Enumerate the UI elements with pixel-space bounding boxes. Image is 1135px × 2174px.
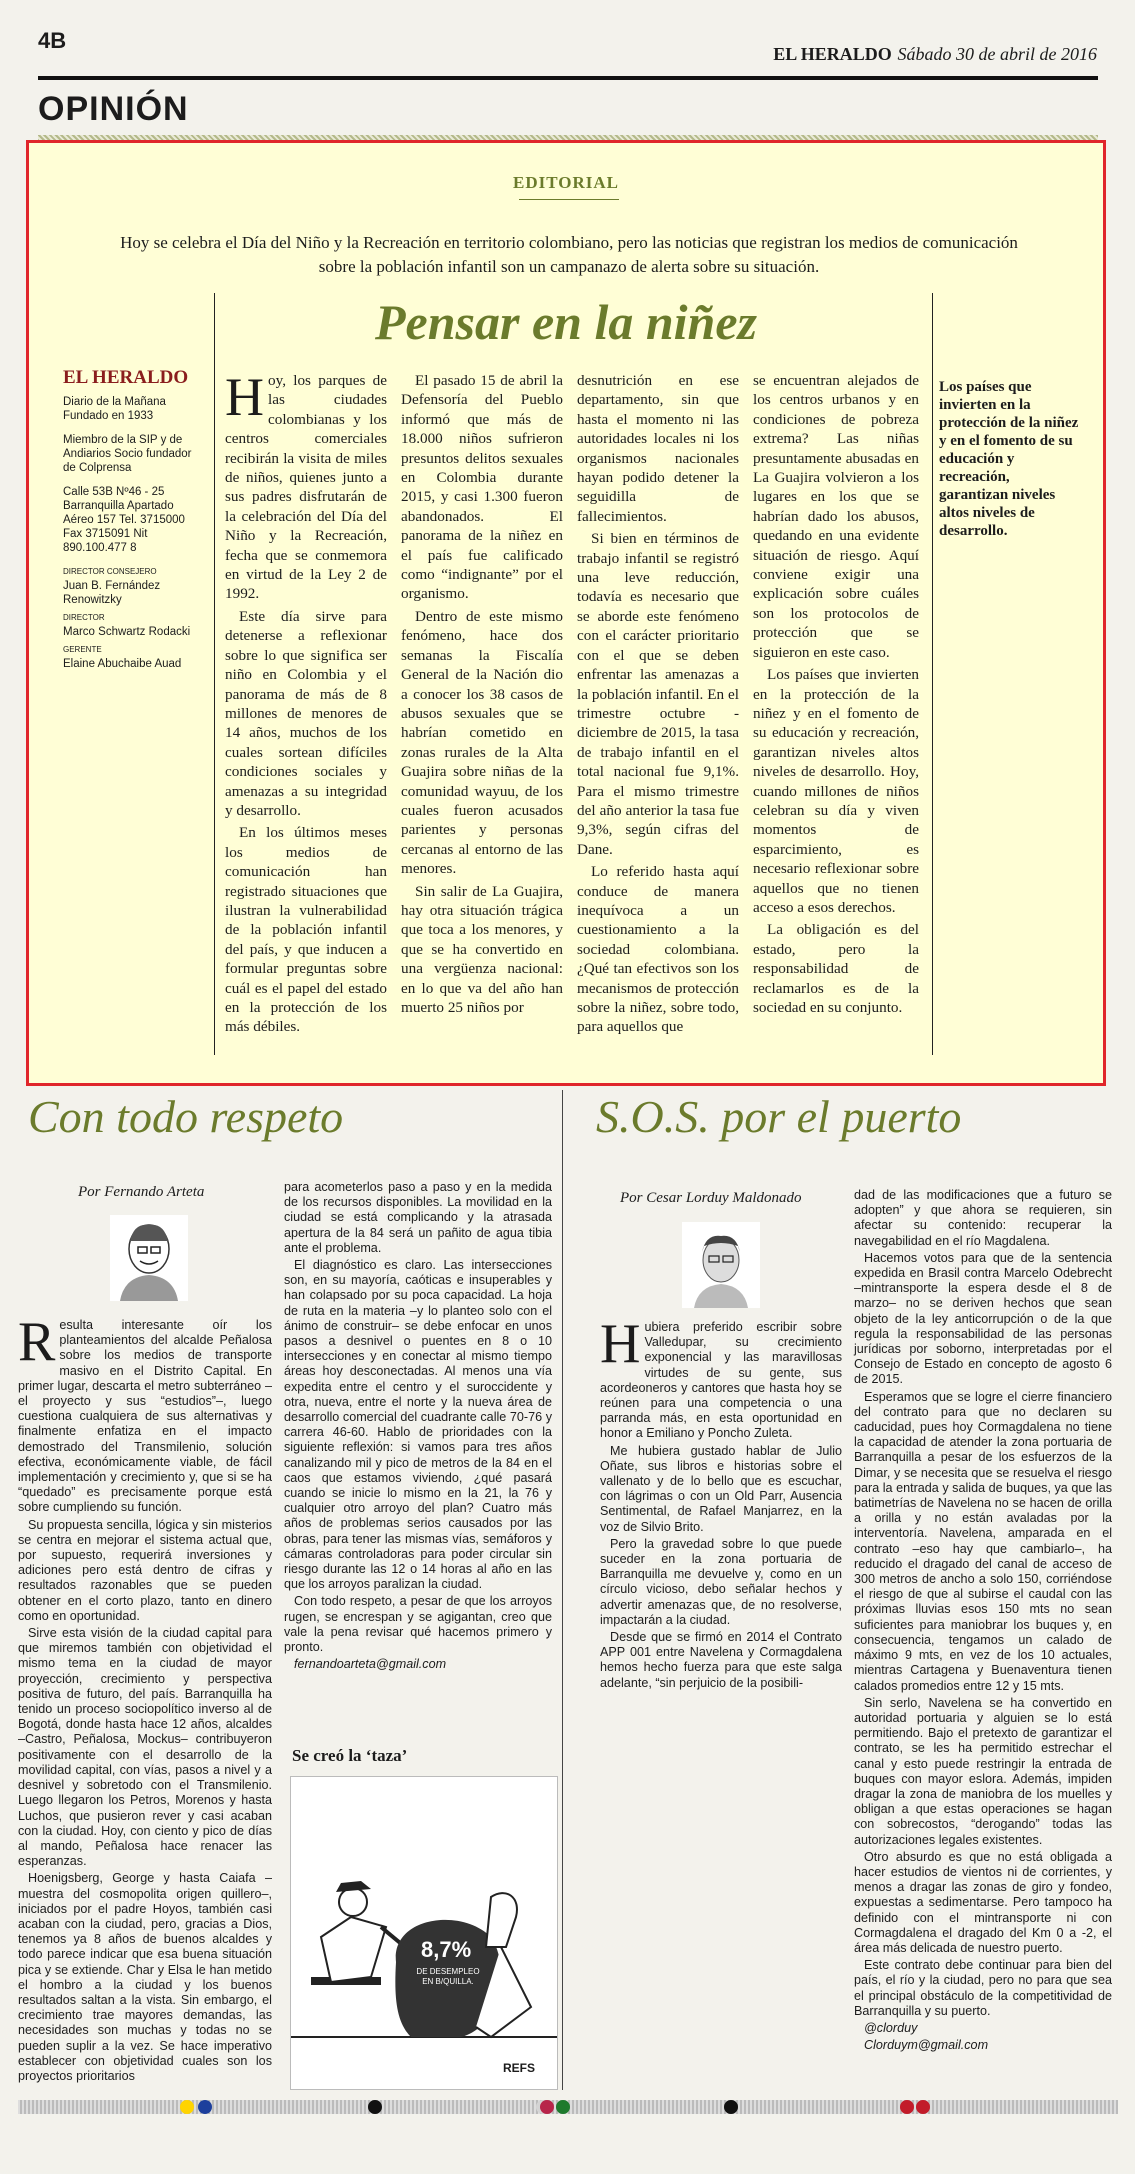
staff-name: Juan B. Fernández Renowitzky bbox=[63, 580, 161, 606]
column-rule bbox=[214, 293, 215, 1055]
paragraph-text: oy, los parques de las ciudades colombianas y los centros comerciales recibirán la visita de miles de niños, quienes junto a sus padres disfrutarán de la celebración del Día del Niño y la Recreación, fecha que se conmemora en virtud de la Ley 2 de 1992. bbox=[225, 372, 387, 603]
paragraph bbox=[225, 367, 387, 604]
masthead-title: EL HERALDO bbox=[773, 44, 892, 64]
paragraph: Su propuesta sencilla, lógica y sin misterios se centra en mejorar el sistema actual que, por supuesto, requerirá inversiones y adiciones pero está dentro de cifras y resultados razonables que se pueden obtener en el corto plazo, tanto en dinero como en oportunidad. bbox=[18, 1517, 272, 1623]
paragraph: Me hubiera gustado hablar de Julio Oñate, sus libros e historias sobre el vallenato y de lo bello que es escuchar, con lágrimas o con un Old Parr, Ausencia Sentimental, de Rafael Manjarrez, en la voz de Silvio Brito. bbox=[600, 1443, 842, 1534]
masthead-date: Sábado 30 de abril de 2016 bbox=[897, 44, 1097, 64]
registration-dot bbox=[556, 2100, 570, 2114]
section-title: OPINIÓN bbox=[38, 90, 189, 128]
editorial-lead: Hoy se celebra el Día del Niño y la Recreación en territorio colombiano, pero las noticias que registran los medios de comunicación sobre la población infantil son un campanazo de alerta sobre su situación. bbox=[120, 233, 1018, 276]
paragraph: Este contrato debe continuar para bien del país, el río y la ciudad, pero no para que sea el principal obstáculo de la competitividad de Barranquilla y su puerto. bbox=[854, 1958, 1112, 2018]
top-rule bbox=[38, 76, 1098, 80]
editorial-kicker: EDITORIAL bbox=[513, 173, 619, 192]
staff-line: Diario de la Mañana Fundado en 1933 bbox=[63, 396, 166, 422]
paragraph: Si bien en términos de trabajo infantil se registró una leve reducción, todavía es necesario que se aborde este fenómeno con el carácter prioritario con el que se deben enfrentar las amenazas a la población infantil. En el trimestre octubre - diciembre de 2015, la tasa de trabajo infantil en el total nacional fue 9,1%. Para el mismo trimestre del año anterior la tasa fue 9,3%, según cifras del Dane. bbox=[577, 530, 739, 858]
cartoon bbox=[290, 1776, 558, 2090]
right-body-col-2 bbox=[854, 1188, 1112, 2055]
registration-dot bbox=[540, 2100, 554, 2114]
pull-quote: Los países que invierten en la protección de la niñez y en el fomento de su educación y recreación, garantizan niveles altos niveles de desarrollo. bbox=[939, 379, 1079, 539]
staff-line: Miembro de la SIP y de Andiarios Socio fundador de Colprensa bbox=[63, 434, 192, 474]
author-portrait-icon bbox=[682, 1222, 760, 1308]
paragraph: desnutrición en ese departamento, sin que hasta el momento ni las autoridades locales ni los organismos nacionales hayan podido detener la seguidilla de fallecimientos. bbox=[577, 372, 739, 525]
paragraph: El diagnóstico es claro. Las intersecciones son, en su mayoría, caóticas e insuperables y han colapsado por su poca capacidad. La hoja de ruta en la materia –y lo planteo solo con el ánimo de construir– se debe enfocar en unos pasos a desnivel o puentes en 8 o 10 intersecciones y en conectar al mismo tiempo áreas hoy desconectadas. Al menos una vía expedita entre el centro y el suroccidente y otra, nueva, entre el norte y la nueva área de desarrollo comercial del cuadrante calle 70-76 y carrera 46-60. Hablo de prioridades con la siguiente reflexión: si vamos para tres años canalizando mil y pico de metros de la 84 en el caos que estamos viviendo, ¿qué pasará cuando se inicie lo mismo en la 21, la 76 y cualquier otro arroyo del plan? Cuatro más años de problemas serios causados por las obras, para tener las mismas vías, semáforos y cámaras controladoras para poder circular sin riesgo durante las 12 o 14 horas al año en las que los arroyos paralizan la ciudad. bbox=[284, 1258, 552, 1592]
paragraph: Desde que se firmó en 2014 el Contrato APP 001 entre Navelena y Cormagdalena hemos hecho fuerza para que este salga adelante, “sin perjuicio de la posibili- bbox=[600, 1630, 842, 1690]
author-portrait-icon bbox=[110, 1215, 188, 1301]
paragraph: Los países que invierten en la protección de la niñez y en el fomento de su educación y recreación, garantizan niveles altos niveles de desarrollo. Hoy, cuando millones de niños celebran su día y viven momentos de esparcimiento, es necesario reflexionar sobre aquellos que no tienen acceso a esos derechos. bbox=[753, 666, 919, 916]
author-avatar bbox=[682, 1222, 760, 1308]
paragraph-text: ubiera preferido escribir sobre Valledupar, su crecimiento exponencial y las maravillosas virtudes de su gente, sus acordeoneros y cantores que hasta hoy se reúnen para una competencia o una parranda más, en esta oportunidad en honor a Emiliano y Poncho Zuleta. bbox=[600, 1320, 842, 1441]
registration-dot bbox=[180, 2100, 194, 2114]
author-handle[interactable]: @clorduy bbox=[864, 2020, 918, 2035]
staff-name: Marco Schwartz Rodacki bbox=[63, 626, 191, 638]
paragraph: El pasado 15 de abril la Defensoría del Pueblo informó que más de 18.000 niños sufrieron presuntos delitos sexuales en Colombia durante 2015, y casi 1.300 fueron abandonados. El panorama de la niñez en el país fue calificado como “indignante” por el organismo. bbox=[401, 372, 563, 603]
editorial-frame bbox=[26, 140, 1106, 1086]
left-body-col-2 bbox=[284, 1180, 552, 1675]
cartoonist-signature: REFS bbox=[503, 2061, 536, 2075]
left-column-byline: Por Fernando Arteta bbox=[78, 1184, 205, 1200]
left-column-title: Con todo respeto bbox=[28, 1091, 344, 1142]
cartoon-stat: 8,7% bbox=[421, 1937, 472, 1962]
registration-dot bbox=[724, 2100, 738, 2114]
staff-name: Elaine Abuchaibe Auad bbox=[63, 658, 182, 670]
masthead bbox=[773, 44, 1097, 65]
paragraph: Sin salir de La Guajira, hay otra situación trágica que toca a los menores, y que se ha convertido en una vergüenza nacional: en lo que va del año han muerto 25 niños por bbox=[401, 882, 563, 1016]
paragraph: Este día sirve para detenerse a reflexionar sobre lo que significa ser niño en Colombia y el panorama de más de 8 millones de menores de 14 años, muchos de los cuales sortean difíciles condiciones sociales y amenazas a su integridad y desarrollo. bbox=[225, 607, 387, 819]
paragraph: Con todo respeto, a pesar de que los arroyos rugen, se encrespan y se agigantan, creo que vale la pena revisar qué hacemos primero y pronto. bbox=[284, 1594, 552, 1655]
author-email[interactable]: fernandoarteta@gmail.com bbox=[294, 1657, 447, 1672]
editorial-column-3 bbox=[577, 371, 739, 1040]
paragraph bbox=[600, 1313, 842, 1442]
registration-dot bbox=[198, 2100, 212, 2114]
registration-dot bbox=[916, 2100, 930, 2114]
editorial-column-4 bbox=[753, 371, 919, 1020]
staff-box bbox=[63, 367, 205, 671]
staff-role: DIRECTOR CONSEJERO bbox=[63, 567, 157, 576]
paragraph: Esperamos que se logre el cierre financiero del contrato para que no declaren su caducidad, pues hoy Cormagdalena no tiene la capacidad de atender la zona portuaria de Barranquilla a pesar de los esfuerzos de la Dimar, y se necesita que se resuelva el riesgo para la entrada y salida de buques, ya que las batimetrías de Navelena no se hacen de orilla a orilla y no están avaladas por la interventoría. Navelena, amparada en el contrato –eso hay que cambiarlo–, ha reducido el dragado del canal de acceso de 300 metros de ancho a solo 150, corriéndose el riesgo de que al subirse el caudal con las próximas lluvias esos 150 mts no sean suficientes para maniobrar los buques y, en consecuencia, tengamos un calado de máximo 9 mts, en vez de los 10 actuales, mientras Cartagena y Buenaventura tienen calados promedios entre 12 y 15 mts. bbox=[854, 1389, 1112, 1693]
editorial-title: Pensar en la niñez bbox=[374, 294, 757, 350]
cartoon-title: Se creó la ‘taza’ bbox=[292, 1746, 408, 1765]
right-column-byline: Por Cesar Lorduy Maldonado bbox=[620, 1190, 802, 1206]
paragraph: Otro absurdo es que no está obligada a hacer estudios de vientos ni de corrientes, y menos a dragar las zonas de giro y fondeo, expuestas a sedimentarse. Pero tampoco ha definido con el mintransporte ni con Cormagdalena el dragado del Km 0 a -2, el área más delicada de nuestro puerto. bbox=[854, 1849, 1112, 1955]
column-rule bbox=[932, 293, 933, 1055]
author-avatar bbox=[110, 1215, 188, 1301]
right-column-title: S.O.S. por el puerto bbox=[596, 1091, 962, 1142]
cartoon-stat-caption: DE DESEMPLEO EN B/QUILLA. bbox=[416, 1967, 480, 1986]
paragraph: Pero la gravedad sobre lo que puede suceder en la zona portuaria de Barranquilla me devuelve y, como en un círculo vicioso, debo señalar hechos y advertir amenazas que, de no resolverse, impactarán a la ciudad. bbox=[600, 1536, 842, 1627]
paragraph: se encuentran alejados de los centros urbanos y en condiciones de pobreza extrema? Las niñas presuntamente abusadas en La Guajira volvieron a los lugares en los que se habrían dado los abusos, quedando en una evidente situación de riesgo. Aquí conviene exigir una explicación sobre cuáles son los protocolos de protección que se siguieron en este caso. bbox=[753, 372, 919, 661]
staff-role: GERENTE bbox=[63, 645, 102, 654]
column-divider bbox=[562, 1090, 563, 2090]
author-email[interactable]: Clorduym@gmail.com bbox=[864, 2038, 989, 2053]
paragraph: La obligación es del estado, pero la responsabilidad de reclamarlos es de la sociedad en su conjunto. bbox=[753, 921, 919, 1016]
paragraph: Lo referido hasta aquí conduce de manera inequívoca a un cuestionamiento a la sociedad colombiana. ¿Qué tan efectivos son los mecanismos de protección sobre la niñez, sobre todo, para aquellos que bbox=[577, 863, 739, 1036]
kicker-underline bbox=[519, 199, 619, 200]
paragraph: Dentro de este mismo fenómeno, hace dos semanas la Fiscalía General de la Nación dio a conocer los 38 casos de abusos sexuales que se habrían cometido en zonas rurales de la Alta Guajira sobre niñas de la comunidad wayuu, de los cuales fueron acusados parientes y personas cercanas al entorno de las menores. bbox=[401, 607, 563, 878]
paragraph: para acometerlos paso a paso y en la medida de los recursos disponibles. La movilidad en la ciudad se está complicando y la atrasada apertura de la 84 será un pañito de agua tibia ante el problema. bbox=[284, 1180, 552, 1255]
left-body-col-1 bbox=[18, 1311, 272, 2086]
paragraph: En los últimos meses los medios de comunicación han registrado situaciones que ilustran la vulnerabilidad de la población infantil del país, y que inducen a formular preguntas sobre cuál es el papel del estado en la protección de los más débiles. bbox=[225, 824, 387, 1036]
paragraph-text: esulta interesante oír los planteamientos del alcalde Peñalosa sobre los medios de transporte masivo en el Distrito Capital. En primer lugar, descarta el metro subterráneo –el proyecto y sus “estudios”–, luego cuestiona cualquiera de sus alternativas y finalmente enfatiza en el impacto demostrado del Transmilenio, solución efectiva, económicamente viable, de fácil implementación y crecimiento y, que si se ha “quedado” es precisamente porque está sobre cumpliendo su función. bbox=[18, 1318, 272, 1515]
staff-role: DIRECTOR bbox=[63, 613, 105, 622]
registration-dot bbox=[900, 2100, 914, 2114]
drop-cap: H bbox=[225, 367, 264, 427]
drop-cap: R bbox=[18, 1311, 56, 1373]
drop-cap: H bbox=[600, 1313, 641, 1375]
paragraph: Sin serlo, Navelena se ha convertido en autoridad portuaria y alguien se lo está permitiendo. Bajo el pretexto de garantizar el contrato, se les ha permitido estrechar el canal y esto puede restringir la entrada de buques con mayor eslora. Además, impiden dragar la zona de maniobra de los muelles y obligan a que estas operaciones se hagan con sobrecostos, “derogando” todas las autorizaciones legales existentes. bbox=[854, 1695, 1112, 1847]
right-body-col-1 bbox=[600, 1313, 842, 1693]
paragraph bbox=[18, 1311, 272, 1516]
editorial-column-2 bbox=[401, 371, 563, 1020]
paragraph: Sirve esta visión de la ciudad capital para que miremos también con objetividad el mismo tema en la ciudad de mayor proyección, crecimiento y perspectiva positiva de futuro, del país. Barranquilla ha tenido un proceso sociopolítico inverso al de Bogotá, donde hasta hace 12 años, alcaldes –Castro, Peñalosa, Mockus– contribuyeron positivamente con el desarrollo de la movilidad capital, con vías, pasos a nivel y a desnivel y sobretodo con el Transmilenio. Luego llegaron los Petros, Morenos y hasta Luchos, que pusieron rever y casi acaban con la ciudad. Hoy, con ciento y pico de días al mando, Peñalosa hace renacer las esperanzas. bbox=[18, 1626, 272, 1869]
cartoon-illustration bbox=[291, 1777, 557, 2089]
registration-dot bbox=[368, 2100, 382, 2114]
paragraph: Hacemos votos para que de la sentencia expedida en Brasil contra Marcelo Odebrecht –mintransporte la espera desde el 8 de marzo– no se deriven hechos que sean objeto de la ley anticorrupción o de la que regula la responsabilidad de las personas jurídicas por soborno, interpretadas por el Consejo de Estado en concepto de agosto 6 de 2015. bbox=[854, 1250, 1112, 1387]
page-number: 4B bbox=[38, 28, 67, 53]
el-heraldo-logo: EL HERALDO bbox=[63, 367, 189, 388]
staff-address: Calle 53B Nº46 - 25 Barranquilla Apartado Aéreo 157 Tel. 3715000 Fax 3715091 Nit 890.100.477 8 bbox=[63, 486, 185, 554]
paragraph: Hoenigsberg, George y hasta Caiafa –muestra del cosmopolita origen quillero–, iniciados por el padre Hoyos, también casi acaban con la ciudad, pero, gracias a Dios, tenemos ya 8 años de buenos alcaldes y todo parece indicar que esa buena situación pica y se extiende. Char y Elsa le han metido el hombro a la ciudad y los buenos resultados saltan a la vista. Sin embargo, el crecimiento trae mayores demandas, las necesidades son muchas y todas no se pueden suplir a la vez. Se hace imperativo establecer con objetividad cuales son los proyectos prioritarios bbox=[18, 1871, 272, 2083]
editorial-column-1 bbox=[225, 367, 387, 1040]
paragraph: dad de las modificaciones que a futuro se adopten” y que ahora se requieren, sin afectar su contenido: recuperar la navegabilidad en el río Magdalena. bbox=[854, 1188, 1112, 1248]
